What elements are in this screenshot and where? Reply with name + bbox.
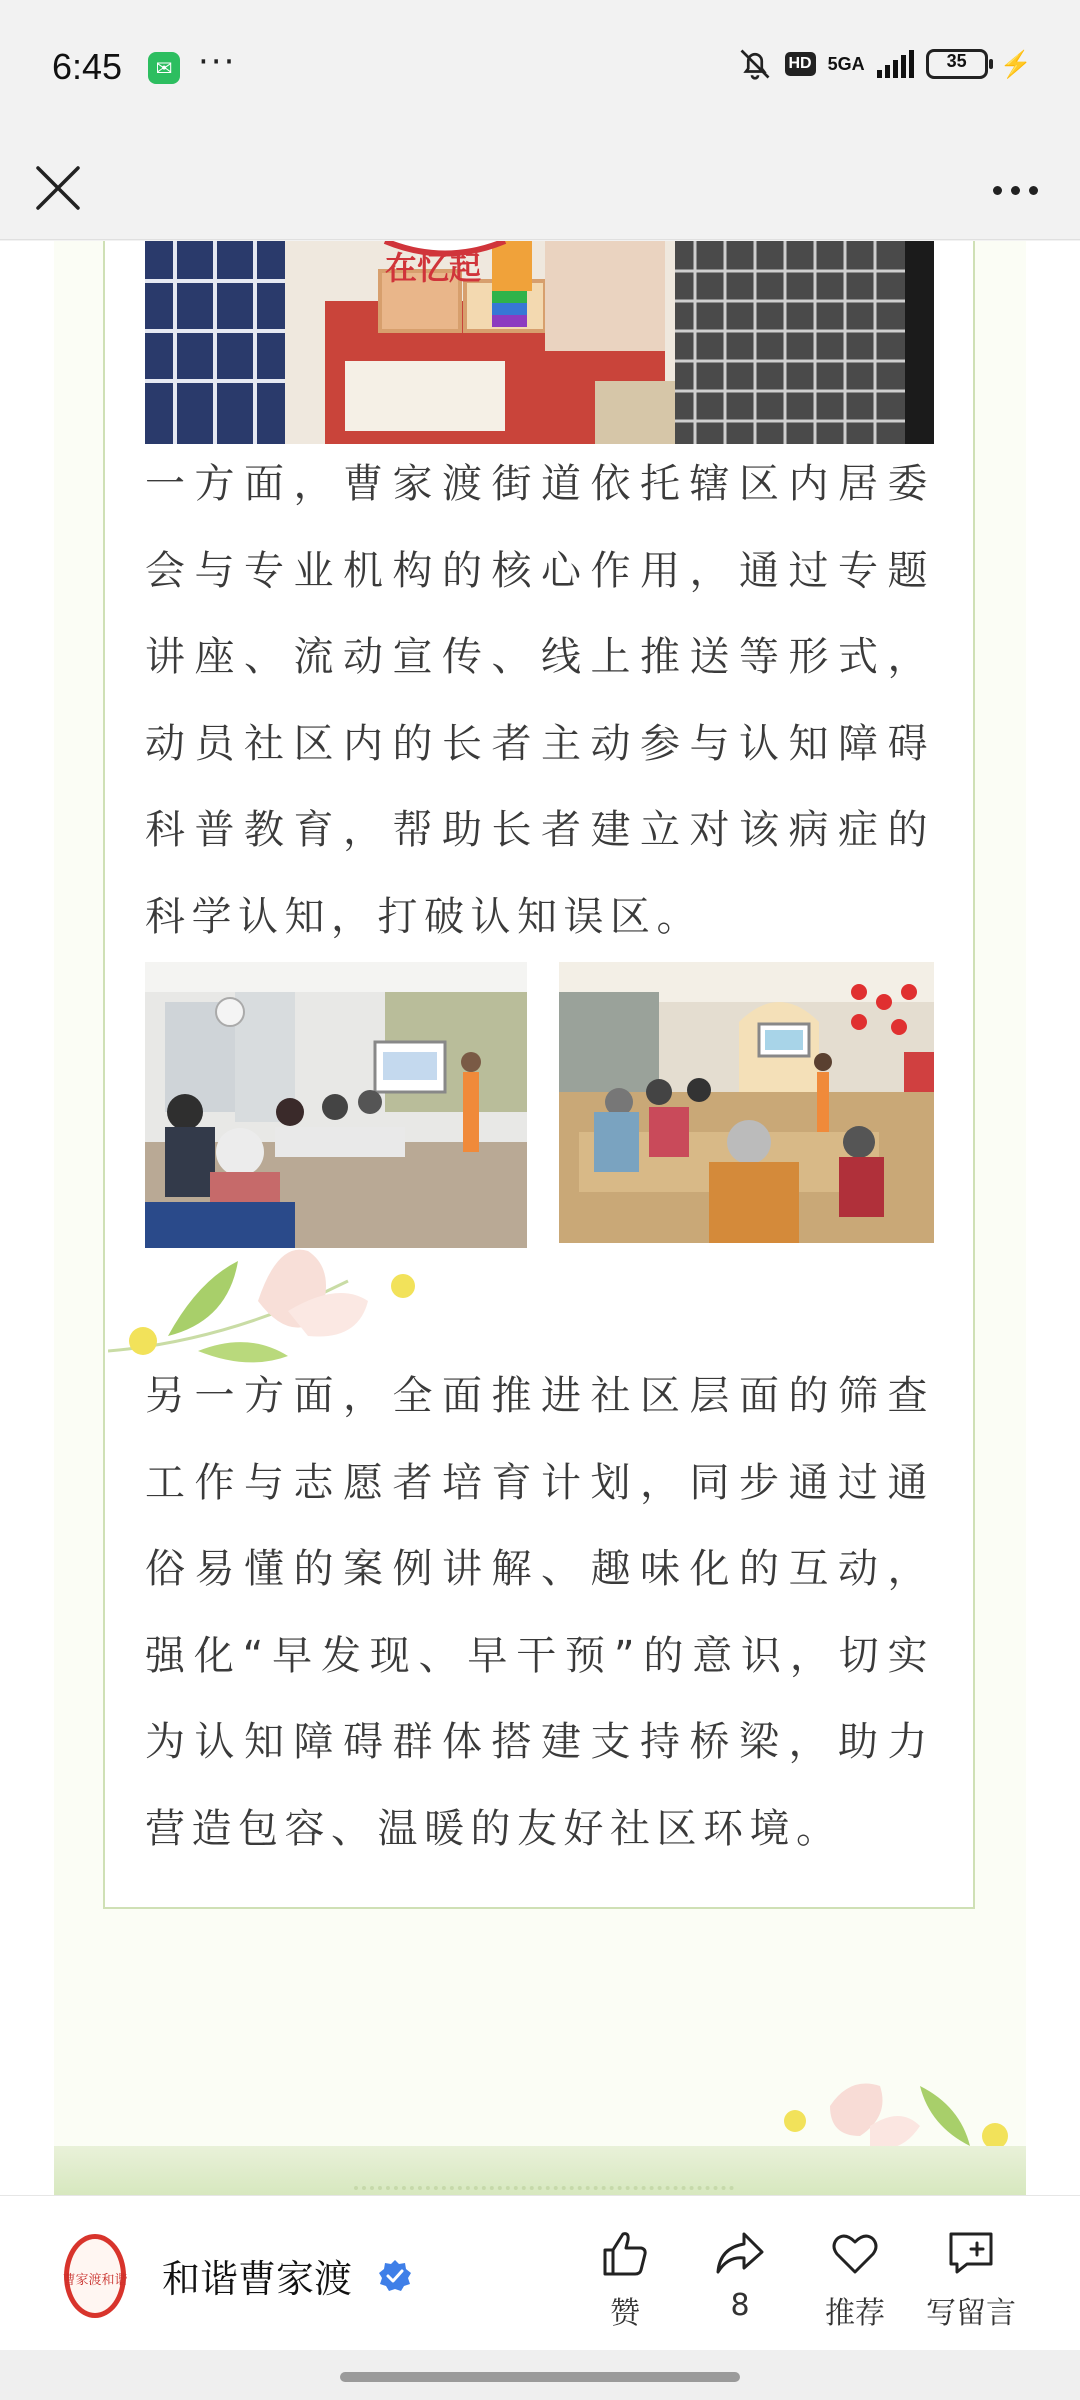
home-indicator[interactable] <box>340 2372 740 2382</box>
status-indicators <box>737 46 1033 82</box>
dot <box>1011 186 1020 195</box>
heart-icon <box>827 2226 883 2282</box>
activity-photo-lecture-1[interactable] <box>145 962 527 1248</box>
hd-badge: HD <box>785 52 816 76</box>
recommend-button[interactable] <box>800 2226 910 2332</box>
share-count: 8 <box>730 2288 750 2323</box>
account-avatar[interactable] <box>62 2231 128 2321</box>
share-arrow-icon <box>712 2226 768 2282</box>
verified-badge-icon <box>378 2259 412 2293</box>
booth-sign-text: 在忆起 <box>385 249 482 287</box>
signal-icon <box>877 50 914 78</box>
battery-level: 35 <box>946 51 967 71</box>
comment-add-icon <box>943 2226 999 2282</box>
battery-icon <box>926 49 988 79</box>
dot <box>1029 186 1038 195</box>
charging-icon: ⚡ <box>999 48 1032 79</box>
bell-muted-icon <box>737 46 773 82</box>
activity-photo-booth[interactable] <box>145 241 934 444</box>
dot <box>993 186 1002 195</box>
article-paragraph-1: 一方面，曹家渡街道依托辖区内居委会与专业机构的核心作用，通过专题讲座、流动宣传、线上推送等形式，动员社区内的长者主动参与认知障碍科普教育，帮助长者建立对该病症的科学认知，打破认知误区。 <box>145 461 934 940</box>
activity-photo-lecture-2[interactable] <box>559 962 934 1243</box>
footer-decoration-strip <box>54 2146 1026 2195</box>
like-button[interactable] <box>570 2226 680 2332</box>
network-type: 5GA <box>827 54 865 74</box>
notification-more-icon: ··· <box>198 42 237 82</box>
like-label: 赞 <box>610 2296 640 2331</box>
status-time: 6:45 <box>52 46 123 87</box>
wechat-icon: ✉ <box>148 52 180 84</box>
article-paragraph-2: 另一方面，全面推进社区层面的筛查工作与志愿者培育计划，同步通过通俗易懂的案例讲解、趣味化的互动，强化“早发现、早干预”的意识，切实为认知障碍群体搭建支持桥梁，助力营造包容、温暖的友好社区环境。 <box>145 1373 934 1852</box>
status-bar <box>0 0 1080 140</box>
comment-label: 写留言 <box>926 2296 1016 2331</box>
avatar-text: 曹家渡和谐 <box>62 2273 128 2288</box>
bottom-action-bar <box>0 2195 1080 2350</box>
share-button[interactable] <box>685 2226 795 2323</box>
more-options-button[interactable] <box>980 170 1050 210</box>
gesture-bar-area <box>0 2350 1080 2400</box>
top-nav <box>0 140 1080 240</box>
thumbs-up-icon <box>597 2226 653 2282</box>
close-icon[interactable] <box>30 160 86 216</box>
account-name[interactable]: 和谐曹家渡 <box>162 2257 353 2301</box>
recommend-label: 推荐 <box>825 2296 885 2331</box>
article-content[interactable] <box>0 241 1080 2195</box>
write-comment-button[interactable] <box>916 2226 1026 2332</box>
